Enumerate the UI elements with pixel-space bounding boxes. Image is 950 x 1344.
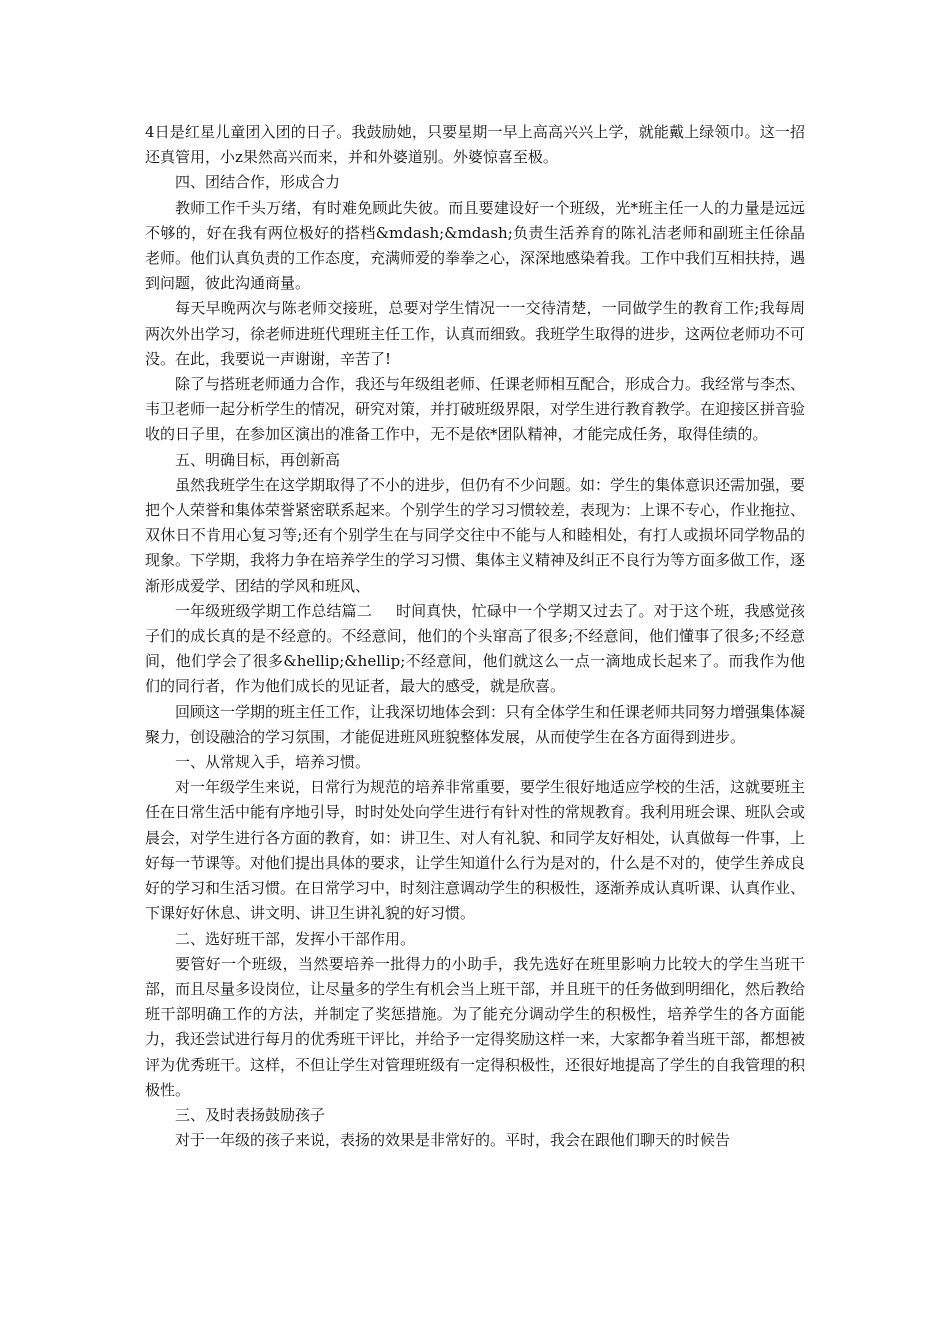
paragraph: 虽然我班学生在这学期取得了不小的进步，但仍有不少问题。如：学生的集体意识还需加强，要把个人荣誉和集体荣誉紧密联系起来。个别学生的学习习惯较差，表现为：上课不专心，作业拖拉、双休日不肯用心复习等;还有个别学生在与同学交往中不能与人和睦相处，有打人或损坏同学物品的现象。下学期，我将力争在培养学生的学习习惯、集体主义精神及纠正不良行为等方面多做工作，逐渐形成爱学、团结的学风和班风、 xyxy=(145,475,806,595)
section-heading: 四、团结合作，形成合力 xyxy=(175,173,341,192)
section-heading: 一、从常规入手，培养习惯。 xyxy=(175,753,371,772)
paragraph: 除了与搭班老师通力合作，我还与年级组老师、任课老师相互配合，形成合力。我经常与李杰、韦卫老师一起分析学生的情况，研究对策，并打破班级界限，对学生进行教育教学。在迎接区拼音验收的日子里，在参加区演出的准备工作中，无不是依*团队精神，才能完成任务，取得佳绩的。 xyxy=(145,375,806,444)
paragraph: 对于一年级的孩子来说，表扬的效果是非常好的。平时，我会在跟他们聊天的时候告 xyxy=(175,1131,731,1150)
paragraph-with-title xyxy=(145,599,805,700)
section-heading: 二、选好班干部，发挥小干部作用。 xyxy=(175,929,416,948)
section-heading: 三、及时表扬鼓励孩子 xyxy=(175,1105,326,1124)
paragraph: 4日是红星儿童团入团的日子。我鼓励她，只要星期一早上高高兴兴上学，就能戴上绿领巾。这一招还真管用，小z果然高兴而来，并和外婆道别。外婆惊喜至极。 xyxy=(145,123,805,167)
article-title: 一年级班级学期工作总结篇二 xyxy=(175,601,372,620)
paragraph: 对一年级学生来说，日常行为规范的培养非常重要，要学生很好地适应学校的生活，这就要班主任在日常生活中能有序地引导，时时处处向学生进行有针对性的常规教育。我利用班会课、班队会或晨会，对学生进行各方面的教育，如：讲卫生、对人有礼貌、和同学友好相处，认真做每一件事，上好每一节课等。对他们提出具体的要求，让学生知道什么行为是对的，什么是不对的，使学生养成良好的学习和生活习惯。在日常学习中，时刻注意调动学生的积极性，逐渐养成认真听课、认真作业、下课好好休息、讲文明、讲卫生讲礼貌的好习惯。 xyxy=(145,778,806,923)
section-heading: 五、明确目标，再创新高 xyxy=(175,450,341,469)
paragraph-text: 时间真快，忙碌中一个学期又过去了。对于这个班，我感觉孩子们的成长真的是不经意的。不经意间，他们的个头窜高了很多;不经意间，他们懂事了很多;不经意间，他们学会了很多&hellip;&hellip;不经意间，他们就这么一点一滴地成长起来了。而我作为他们的同行者，作为他们成长的见证者，最大的感受，就是欣喜。 xyxy=(145,601,805,696)
paragraph: 要管好一个班级，当然要培养一批得力的小助手，我先选好在班里影响力比较大的学生当班干部，而且尽量多设岗位，让尽量多的学生有机会当上班干部，并且班干的任务做到明细化，然后教给班干部明确工作的方法，并制定了奖惩措施。为了能充分调动学生的积极性，培养学生的各方面能力，我还尝试进行每月的优秀班干评比，并给予一定得奖励这样一来，大家都争着当班干部，都想被评为优秀班干。这样，不但让学生对管理班级有一定得积极性，还很好地提高了学生的自我管理的积极性。 xyxy=(145,954,806,1099)
paragraph: 教师工作千头万绪，有时难免顾此失彼。而且要建设好一个班级，光*班主任一人的力量是远远不够的，好在我有两位极好的搭档&mdash;&mdash;负责生活养育的陈礼洁老师和副班主任徐晶老师。他们认真负责的工作态度，充满师爱的拳拳之心，深深地感染着我。工作中我们互相扶持，遇到问题，彼此沟通商量。 xyxy=(145,198,806,293)
paragraph: 每天早晚两次与陈老师交接班，总要对学生情况一一交待清楚，一同做学生的教育工作;我每周两次外出学习，徐老师进班代理班主任工作，认真而细致。我班学生取得的进步，这两位老师功不可没。在此，我要说一声谢谢，辛苦了! xyxy=(145,299,806,368)
paragraph: 回顾这一学期的班主任工作，让我深切地体会到：只有全体学生和任课老师共同努力增强集体凝聚力，创设融洽的学习氛围，才能促进班风班貌整体发展，从而使学生在各方面得到进步。 xyxy=(145,702,806,746)
document-page xyxy=(145,120,805,1153)
